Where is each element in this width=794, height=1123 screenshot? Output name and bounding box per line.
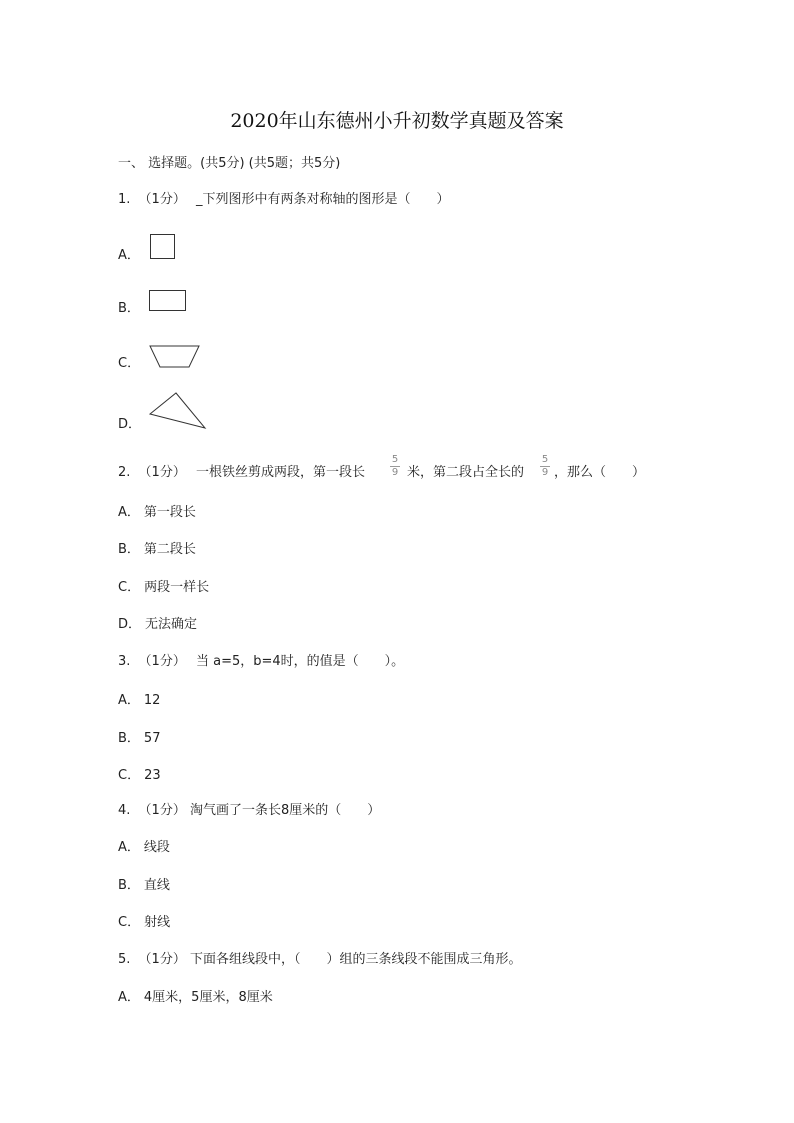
fraction-numerator: 5 <box>541 454 549 465</box>
option-label: C． <box>118 580 141 595</box>
option-a <box>118 990 273 1006</box>
option-b <box>118 731 160 747</box>
option-a <box>118 505 196 521</box>
option-a <box>118 840 170 856</box>
question-1 <box>118 192 449 208</box>
option-label: C． <box>118 356 141 371</box>
option-b <box>118 542 196 558</box>
question-stem: 当 a=5，b=4时，的值是（ ）。 <box>195 654 405 669</box>
page-title: 2020年山东德州小升初数学真题及答案 <box>230 110 564 132</box>
question-score: （1分） <box>138 465 186 480</box>
option-text: 线段 <box>143 840 170 855</box>
option-label: B． <box>118 731 140 746</box>
option-label: A． <box>118 693 140 708</box>
question-score: （1分） <box>138 803 186 818</box>
option-c <box>118 915 170 931</box>
option-text: 12 <box>143 693 161 708</box>
option-text: 直线 <box>143 878 170 893</box>
option-text: 无法确定 <box>145 617 198 632</box>
option-label: A． <box>118 505 140 520</box>
question-stem-continued: 米，第二段占全长的 <box>407 465 525 480</box>
question-number: 1. <box>118 192 131 207</box>
question-number: 3. <box>118 654 131 669</box>
question-2 <box>118 465 365 481</box>
option-text: 23 <box>144 768 161 783</box>
option-label: B． <box>118 301 140 316</box>
question-score: （1分） <box>138 192 186 207</box>
option-label: B． <box>118 878 140 893</box>
option-text: 两段一样长 <box>144 580 210 595</box>
fraction <box>540 455 550 478</box>
option-a <box>118 693 160 709</box>
option-c <box>118 580 209 596</box>
question-4 <box>118 803 380 819</box>
question-stem: 淘气画了一条长8厘米的（ ） <box>189 803 381 818</box>
question-stem-end: ，那么（ ） <box>554 465 646 480</box>
trapezoid-icon <box>149 345 201 369</box>
fraction-numerator: 5 <box>391 454 399 465</box>
option-label: A． <box>118 248 140 263</box>
question-score: （1分） <box>138 952 186 967</box>
question-number: 2. <box>118 465 131 480</box>
fraction-denominator: 9 <box>391 467 399 478</box>
option-d <box>118 617 197 633</box>
option-label: D． <box>118 417 142 432</box>
question-3 <box>118 654 404 670</box>
option-text: 第二段长 <box>143 542 196 557</box>
question-stem: 下面各组线段中，（ ）组的三条线段不能围成三角形。 <box>189 952 522 967</box>
option-b <box>118 878 170 894</box>
question-5 <box>118 952 521 968</box>
option-label: C． <box>118 915 141 930</box>
option-label: D． <box>118 617 142 632</box>
option-text: 射线 <box>144 915 171 930</box>
square-icon <box>150 234 176 260</box>
option-text: 57 <box>143 731 161 746</box>
option-label: B． <box>118 542 140 557</box>
option-label: A． <box>118 840 140 855</box>
question-score: （1分） <box>138 654 186 669</box>
option-label: A． <box>118 990 140 1005</box>
option-c <box>118 768 161 784</box>
question-number: 5. <box>118 952 131 967</box>
rectangle-icon <box>149 290 187 312</box>
fraction-denominator: 9 <box>541 467 549 478</box>
question-stem: 一根铁丝剪成两段，第一段长 <box>195 465 365 480</box>
option-label: C． <box>118 768 141 783</box>
fraction <box>390 455 400 478</box>
option-text: 4厘米，5厘米，8厘米 <box>143 990 273 1005</box>
option-text: 第一段长 <box>143 505 196 520</box>
question-number: 4. <box>118 803 131 818</box>
section-heading: 一、 选择题。(共5分) (共5题；共5分) <box>118 156 341 171</box>
question-stem: _下列图形中有两条对称轴的图形是（ ） <box>195 192 450 207</box>
triangle-icon <box>149 392 207 430</box>
